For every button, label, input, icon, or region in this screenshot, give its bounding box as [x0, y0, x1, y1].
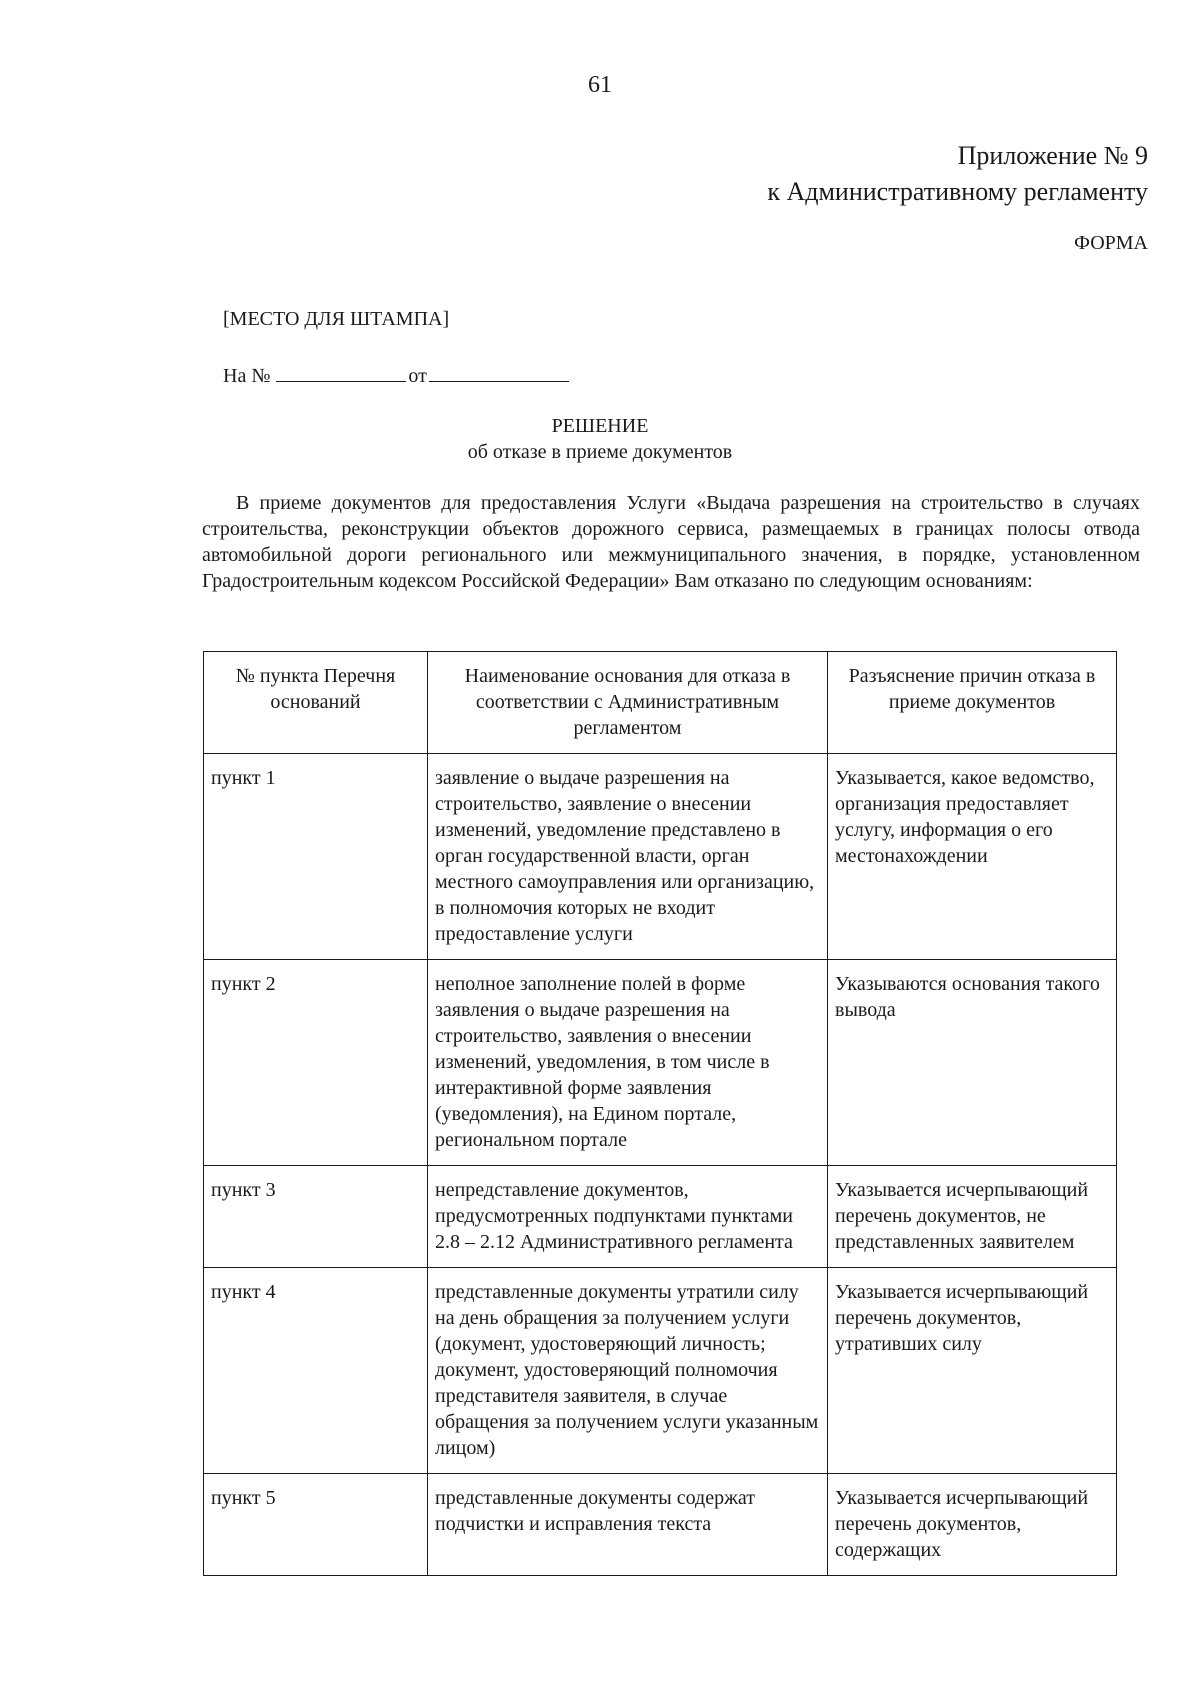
row-explanation: Указывается исчерпывающий перечень документов, утративших силу	[828, 1268, 1117, 1474]
header-explanation: Разъяснение причин отказа в приеме документов	[828, 652, 1117, 754]
row-explanation: Указываются основания такого вывода	[828, 960, 1117, 1166]
reference-line	[223, 363, 569, 388]
row-item: пункт 4	[204, 1268, 428, 1474]
table-row	[204, 1166, 1117, 1268]
reference-number-label: На №	[223, 365, 271, 387]
row-reason: представленные документы содержат подчистки и исправления текста	[428, 1474, 828, 1576]
stamp-placeholder: [МЕСТО ДЛЯ ШТАМПА]	[223, 308, 450, 330]
row-item: пункт 2	[204, 960, 428, 1166]
table-row	[204, 960, 1117, 1166]
row-explanation: Указывается, какое ведомство, организация предоставляет услугу, информация о его местонахождении	[828, 754, 1117, 960]
decision-subtitle: об отказе в приеме документов	[467, 441, 733, 463]
table-row	[204, 754, 1117, 960]
table-header-row	[204, 652, 1117, 754]
row-reason: заявление о выдаче разрешения на строительство, заявление о внесении изменений, уведомление представлено в орган государственной власти, орган местного самоуправления или организацию, в полномочия которых не входит предоставление услуги	[428, 754, 828, 960]
table-row	[204, 1474, 1117, 1576]
row-item: пункт 1	[204, 754, 428, 960]
decision-title: РЕШЕНИЕ	[551, 415, 649, 437]
row-item: пункт 5	[204, 1474, 428, 1576]
intro-paragraph: В приеме документов для предоставления Услуги «Выдача разрешения на строительство в случаях строительства, реконструкции объектов дорожного сервиса, размещаемых в границах полосы отвода автомобильной дороги регионального или межмуниципального значения, в порядке, установленном Градостроительным кодексом Российской Федерации» Вам отказано по следующим основаниям:	[202, 492, 1140, 592]
row-reason: представленные документы утратили силу на день обращения за получением услуги (документ, удостоверяющий личность; документ, удостоверяющий полномочия представителя заявителя, в случае обращения за получением услуги указанным лицом)	[428, 1268, 828, 1474]
row-reason: неполное заполнение полей в форме заявления о выдаче разрешения на строительство, заявления о внесении изменений, уведомления, в том числе в интерактивной форме заявления (уведомления), на Едином портале, региональном портале	[428, 960, 828, 1166]
decision-heading	[0, 413, 1200, 465]
reference-number-blank[interactable]	[276, 363, 406, 382]
reference-date-label: от	[408, 365, 427, 387]
row-item: пункт 3	[204, 1166, 428, 1268]
row-reason: непредставление документов, предусмотренных подпунктами пунктами 2.8 – 2.12 Административного регламента	[428, 1166, 828, 1268]
appendix-subtitle: к Административному регламенту	[767, 177, 1148, 206]
form-label: ФОРМА	[1074, 232, 1148, 254]
table-row	[204, 1268, 1117, 1474]
appendix-header	[767, 138, 1148, 210]
refusal-reasons-table	[203, 651, 1117, 1576]
row-explanation: Указывается исчерпывающий перечень документов, не представленных заявителем	[828, 1166, 1117, 1268]
header-item-number: № пункта Перечня оснований	[204, 652, 428, 754]
row-explanation: Указывается исчерпывающий перечень документов, содержащих	[828, 1474, 1117, 1576]
page-number: 61	[588, 72, 612, 98]
appendix-title: Приложение № 9	[957, 141, 1148, 170]
header-reason-name: Наименование основания для отказа в соответствии с Административным регламентом	[428, 652, 828, 754]
reference-date-blank[interactable]	[429, 363, 569, 382]
